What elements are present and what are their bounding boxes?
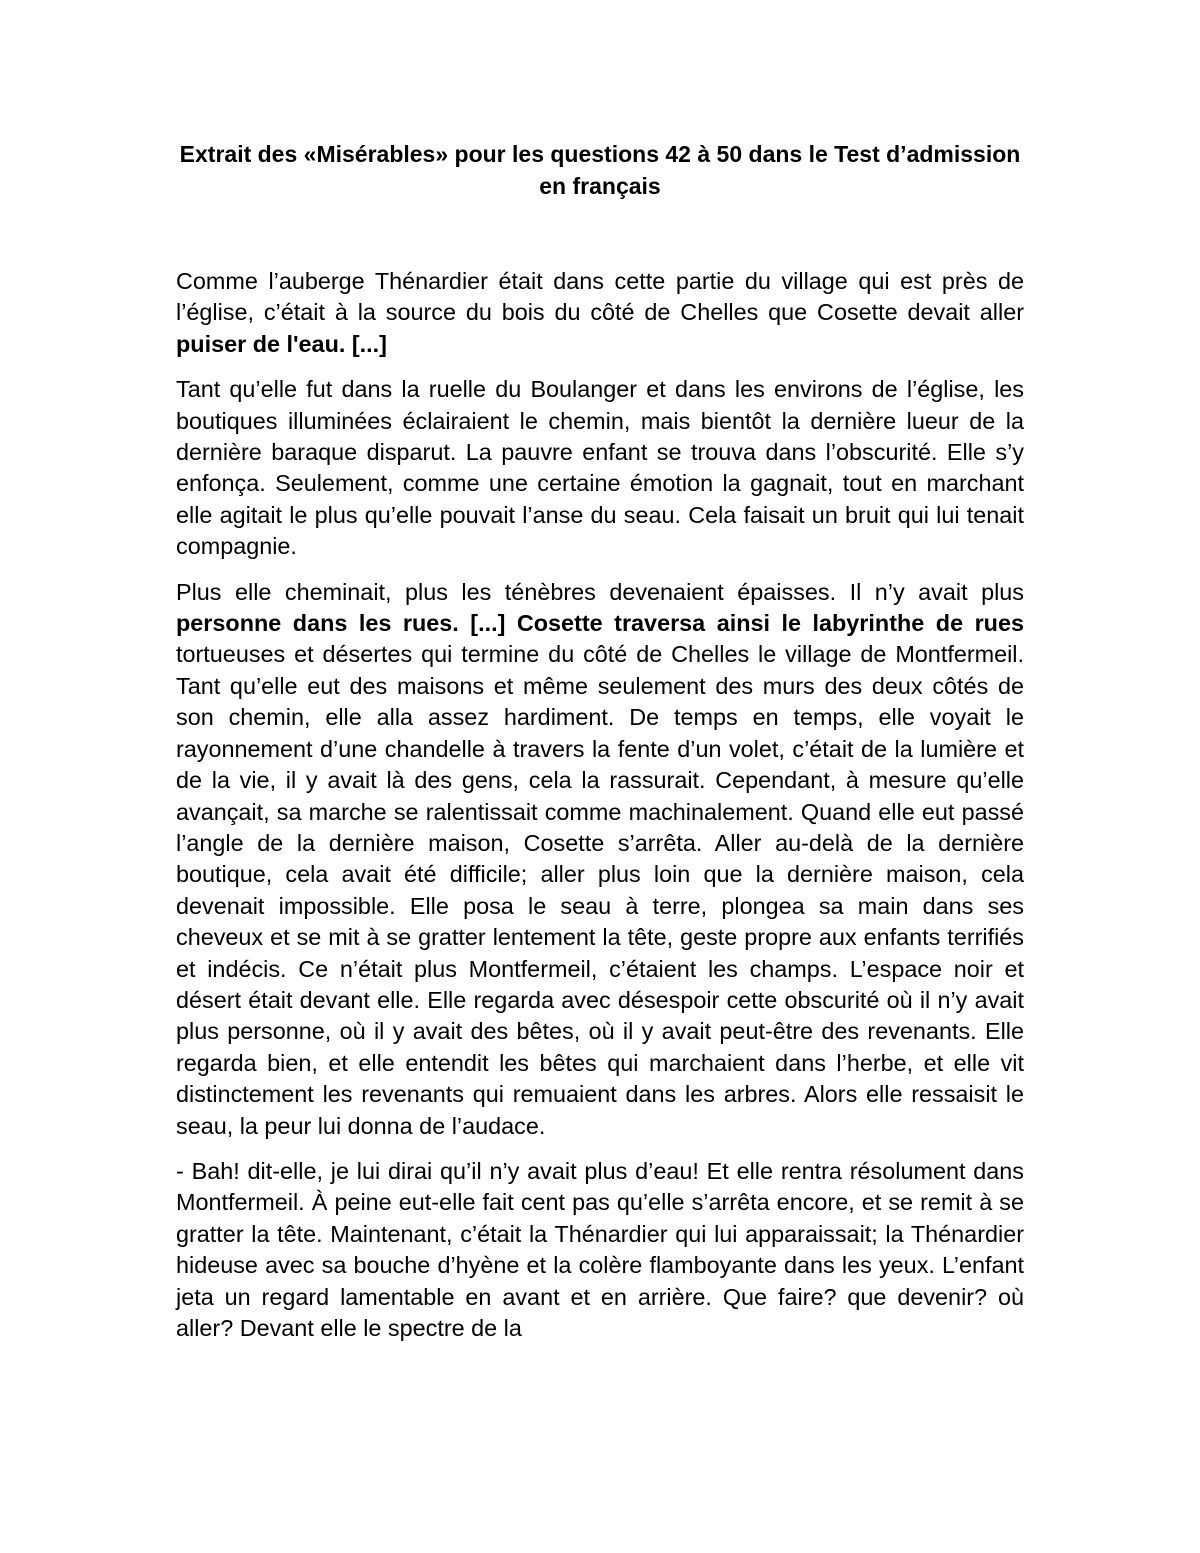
text-run: - Bah! dit-elle, je lui dirai qu’il n’y avait plus d’eau! Et elle rentra résolument dans Montfermeil. À peine eut-elle fait cent pas qu’elle s’arrêta encore, et se remit à se gratter la tête. Maintenant, c’était la Thénardier qui lui apparaissait; la Thénardier hideuse avec sa bouche d’hyène et la colère flamboyante dans les yeux. L’enfant jeta un regard lamentable en avant et en arrière. Que faire? que devenir? où aller? Devant elle le spectre de la <box>176 1157 1024 1341</box>
text-run: Plus elle cheminait, plus les ténèbres devenaient épaisses. Il n’y avait plus <box>176 578 1024 605</box>
text-run: Tant qu’elle fut dans la ruelle du Boulanger et dans les environs de l’église, les boutiques illuminées éclairaient le chemin, mais bientôt la dernière lueur de la dernière baraque disparut. La pauvre enfant se trouva dans l’obscurité. Elle s’y enfonça. Seulement, comme une certaine émotion la gagnait, tout en marchant elle agitait le plus qu’elle pouvait l’anse du seau. Cela faisait un bruit qui lui tenait compagnie. <box>176 376 1024 560</box>
document-title: Extrait des «Misérables» pour les questions 42 à 50 dans le Test d’admission en français <box>179 141 1021 199</box>
bold-text-run: personne dans les rues. [...] Cosette traversa ainsi le labyrinthe de rues <box>176 610 1024 637</box>
paragraph-4 <box>176 1156 1024 1344</box>
text-run: Comme l’auberge Thénardier était dans cette partie du village qui est près de l’église, c’était à la source du bois du côté de Chelles que Cosette devait aller <box>176 268 1024 326</box>
document-body <box>176 266 1024 1358</box>
bold-text-run: puiser de l'eau. [...] <box>176 330 387 357</box>
paragraph-3 <box>176 577 1024 1142</box>
paragraph-2 <box>176 374 1024 562</box>
paragraph-1 <box>176 266 1024 360</box>
text-run: tortueuses et désertes qui termine du côté de Chelles le village de Montfermeil. Tant qu’elle eut des maisons et même seulement des murs des deux côtés de son chemin, elle alla assez hardiment. De temps en temps, elle voyait le rayonnement d’une chandelle à travers la fente d’un volet, c’était de la lumière et de la vie, il y avait là des gens, cela la rassurait. Cependant, à mesure qu’elle avançait, sa marche se ralentissait comme machinalement. Quand elle eut passé l’angle de la dernière maison, Cosette s’arrêta. Aller au-delà de la dernière boutique, cela avait été difficile; aller plus loin que la dernière maison, cela devenait impossible. Elle posa le seau à terre, plongea sa main dans ses cheveux et se mit à se gratter lentement la tête, geste propre aux enfants terrifiés et indécis. Ce n’était plus Montfermeil, c’étaient les champs. L’espace noir et désert était devant elle. Elle regarda avec désespoir cette obscurité où il n’y avait plus personne, où il y avait des bêtes, où il y avait peut-être des revenants. Elle regarda bien, et elle entendit les bêtes qui marchaient dans l’herbe, et elle vit distinctement les revenants qui remuaient dans les arbres. Alors elle ressaisit le seau, la peur lui donna de l’audace. <box>176 641 1024 1139</box>
